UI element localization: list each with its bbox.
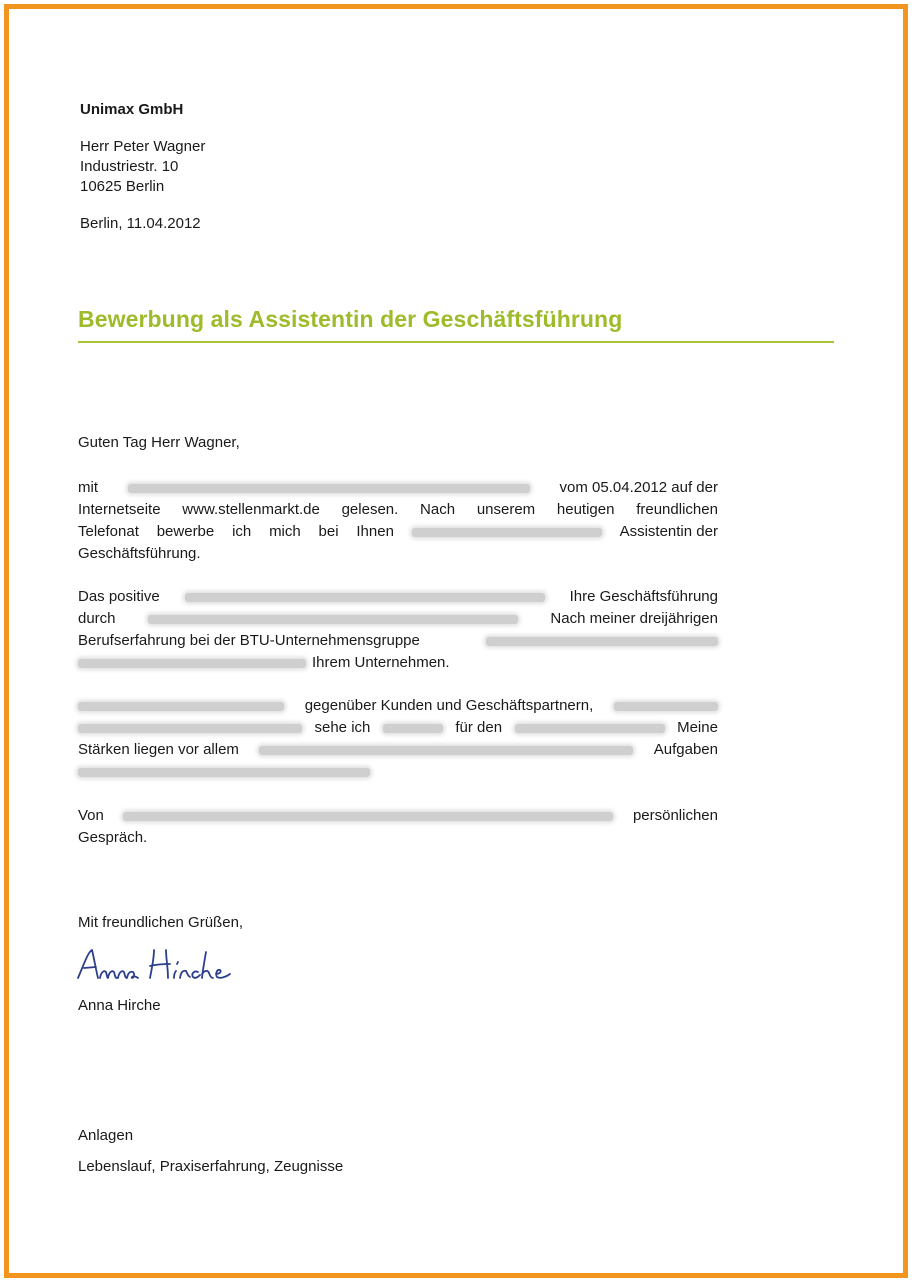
recipient-company: Unimax GmbH	[80, 101, 184, 118]
word: Internetseite	[78, 501, 161, 518]
enclosures-list: Lebenslauf, Praxiserfahrung, Zeugnisse	[78, 1158, 344, 1175]
text-fragment: Das positive	[78, 588, 160, 605]
word: unserem	[476, 501, 536, 518]
redacted-text	[614, 702, 718, 711]
word: Telefonat	[78, 523, 139, 540]
recipient-address	[80, 137, 205, 197]
text-fragment: Gespräch.	[78, 829, 148, 846]
redacted-text	[78, 768, 370, 777]
word: mich	[269, 523, 301, 540]
paragraph-1-line-3	[78, 521, 718, 543]
text-fragment: vom 05.04.2012 auf der	[559, 479, 718, 496]
text-fragment: sehe ich	[314, 719, 371, 736]
word: Ihnen	[356, 523, 394, 540]
subject-heading: Bewerbung als Assistentin der Geschäftsführung	[78, 306, 623, 332]
redacted-text	[486, 637, 718, 646]
paragraph-2	[78, 586, 718, 674]
paragraph-4	[78, 805, 718, 849]
paragraph-1-line-2	[78, 499, 718, 521]
redacted-text	[383, 724, 443, 733]
subject-underline	[78, 341, 834, 343]
paragraph-1	[78, 477, 718, 565]
redacted-text	[412, 528, 602, 537]
redacted-text	[123, 812, 613, 821]
text-fragment: Nach meiner dreijährigen	[550, 610, 718, 627]
word: gelesen.	[341, 501, 399, 518]
text-fragment: Berufserfahrung bei der BTU-Unternehmensgruppe	[78, 632, 420, 649]
place-date: Berlin, 11.04.2012	[80, 215, 201, 232]
word: bewerbe	[156, 523, 215, 540]
redacted-text	[78, 702, 284, 711]
text-fragment: Ihre Geschäftsführung	[569, 588, 718, 605]
redacted-text	[259, 746, 633, 755]
redacted-text	[78, 659, 306, 668]
word: bei	[318, 523, 339, 540]
word: heutigen	[556, 501, 615, 518]
salutation: Guten Tag Herr Wagner,	[78, 434, 240, 451]
redacted-text	[78, 724, 302, 733]
signer-name: Anna Hirche	[78, 997, 161, 1014]
text-fragment: persönlichen	[632, 807, 718, 824]
text-fragment: durch	[78, 610, 116, 627]
word: ich	[232, 523, 252, 540]
recipient-street: Industriestr. 10	[80, 158, 179, 175]
text-fragment: Aufgaben	[653, 741, 718, 758]
word: www.stellenmarkt.de	[182, 501, 320, 518]
text-fragment: mit	[78, 479, 98, 496]
word: Nach	[420, 501, 456, 518]
word: freundlichen	[636, 501, 718, 518]
text-fragment: Geschäftsführung.	[78, 545, 201, 562]
text-fragment: Stärken liegen vor allem	[78, 741, 239, 758]
redacted-text	[128, 484, 530, 493]
text-fragment: Assistentin der	[619, 523, 718, 540]
enclosures-label: Anlagen	[78, 1127, 134, 1144]
redacted-text	[148, 615, 518, 624]
redacted-text	[185, 593, 545, 602]
text-fragment: Meine	[677, 719, 718, 736]
paragraph-3	[78, 695, 718, 783]
handwritten-signature	[74, 944, 234, 988]
text-fragment: Von	[78, 807, 104, 824]
recipient-name: Herr Peter Wagner	[80, 138, 206, 155]
redacted-text	[515, 724, 665, 733]
recipient-city: 10625 Berlin	[80, 178, 165, 195]
text-fragment: für den	[455, 719, 503, 736]
text-fragment: gegenüber Kunden und Geschäftspartnern,	[304, 697, 594, 714]
closing: Mit freundlichen Grüßen,	[78, 914, 244, 931]
text-fragment: Ihrem Unternehmen.	[312, 654, 450, 671]
